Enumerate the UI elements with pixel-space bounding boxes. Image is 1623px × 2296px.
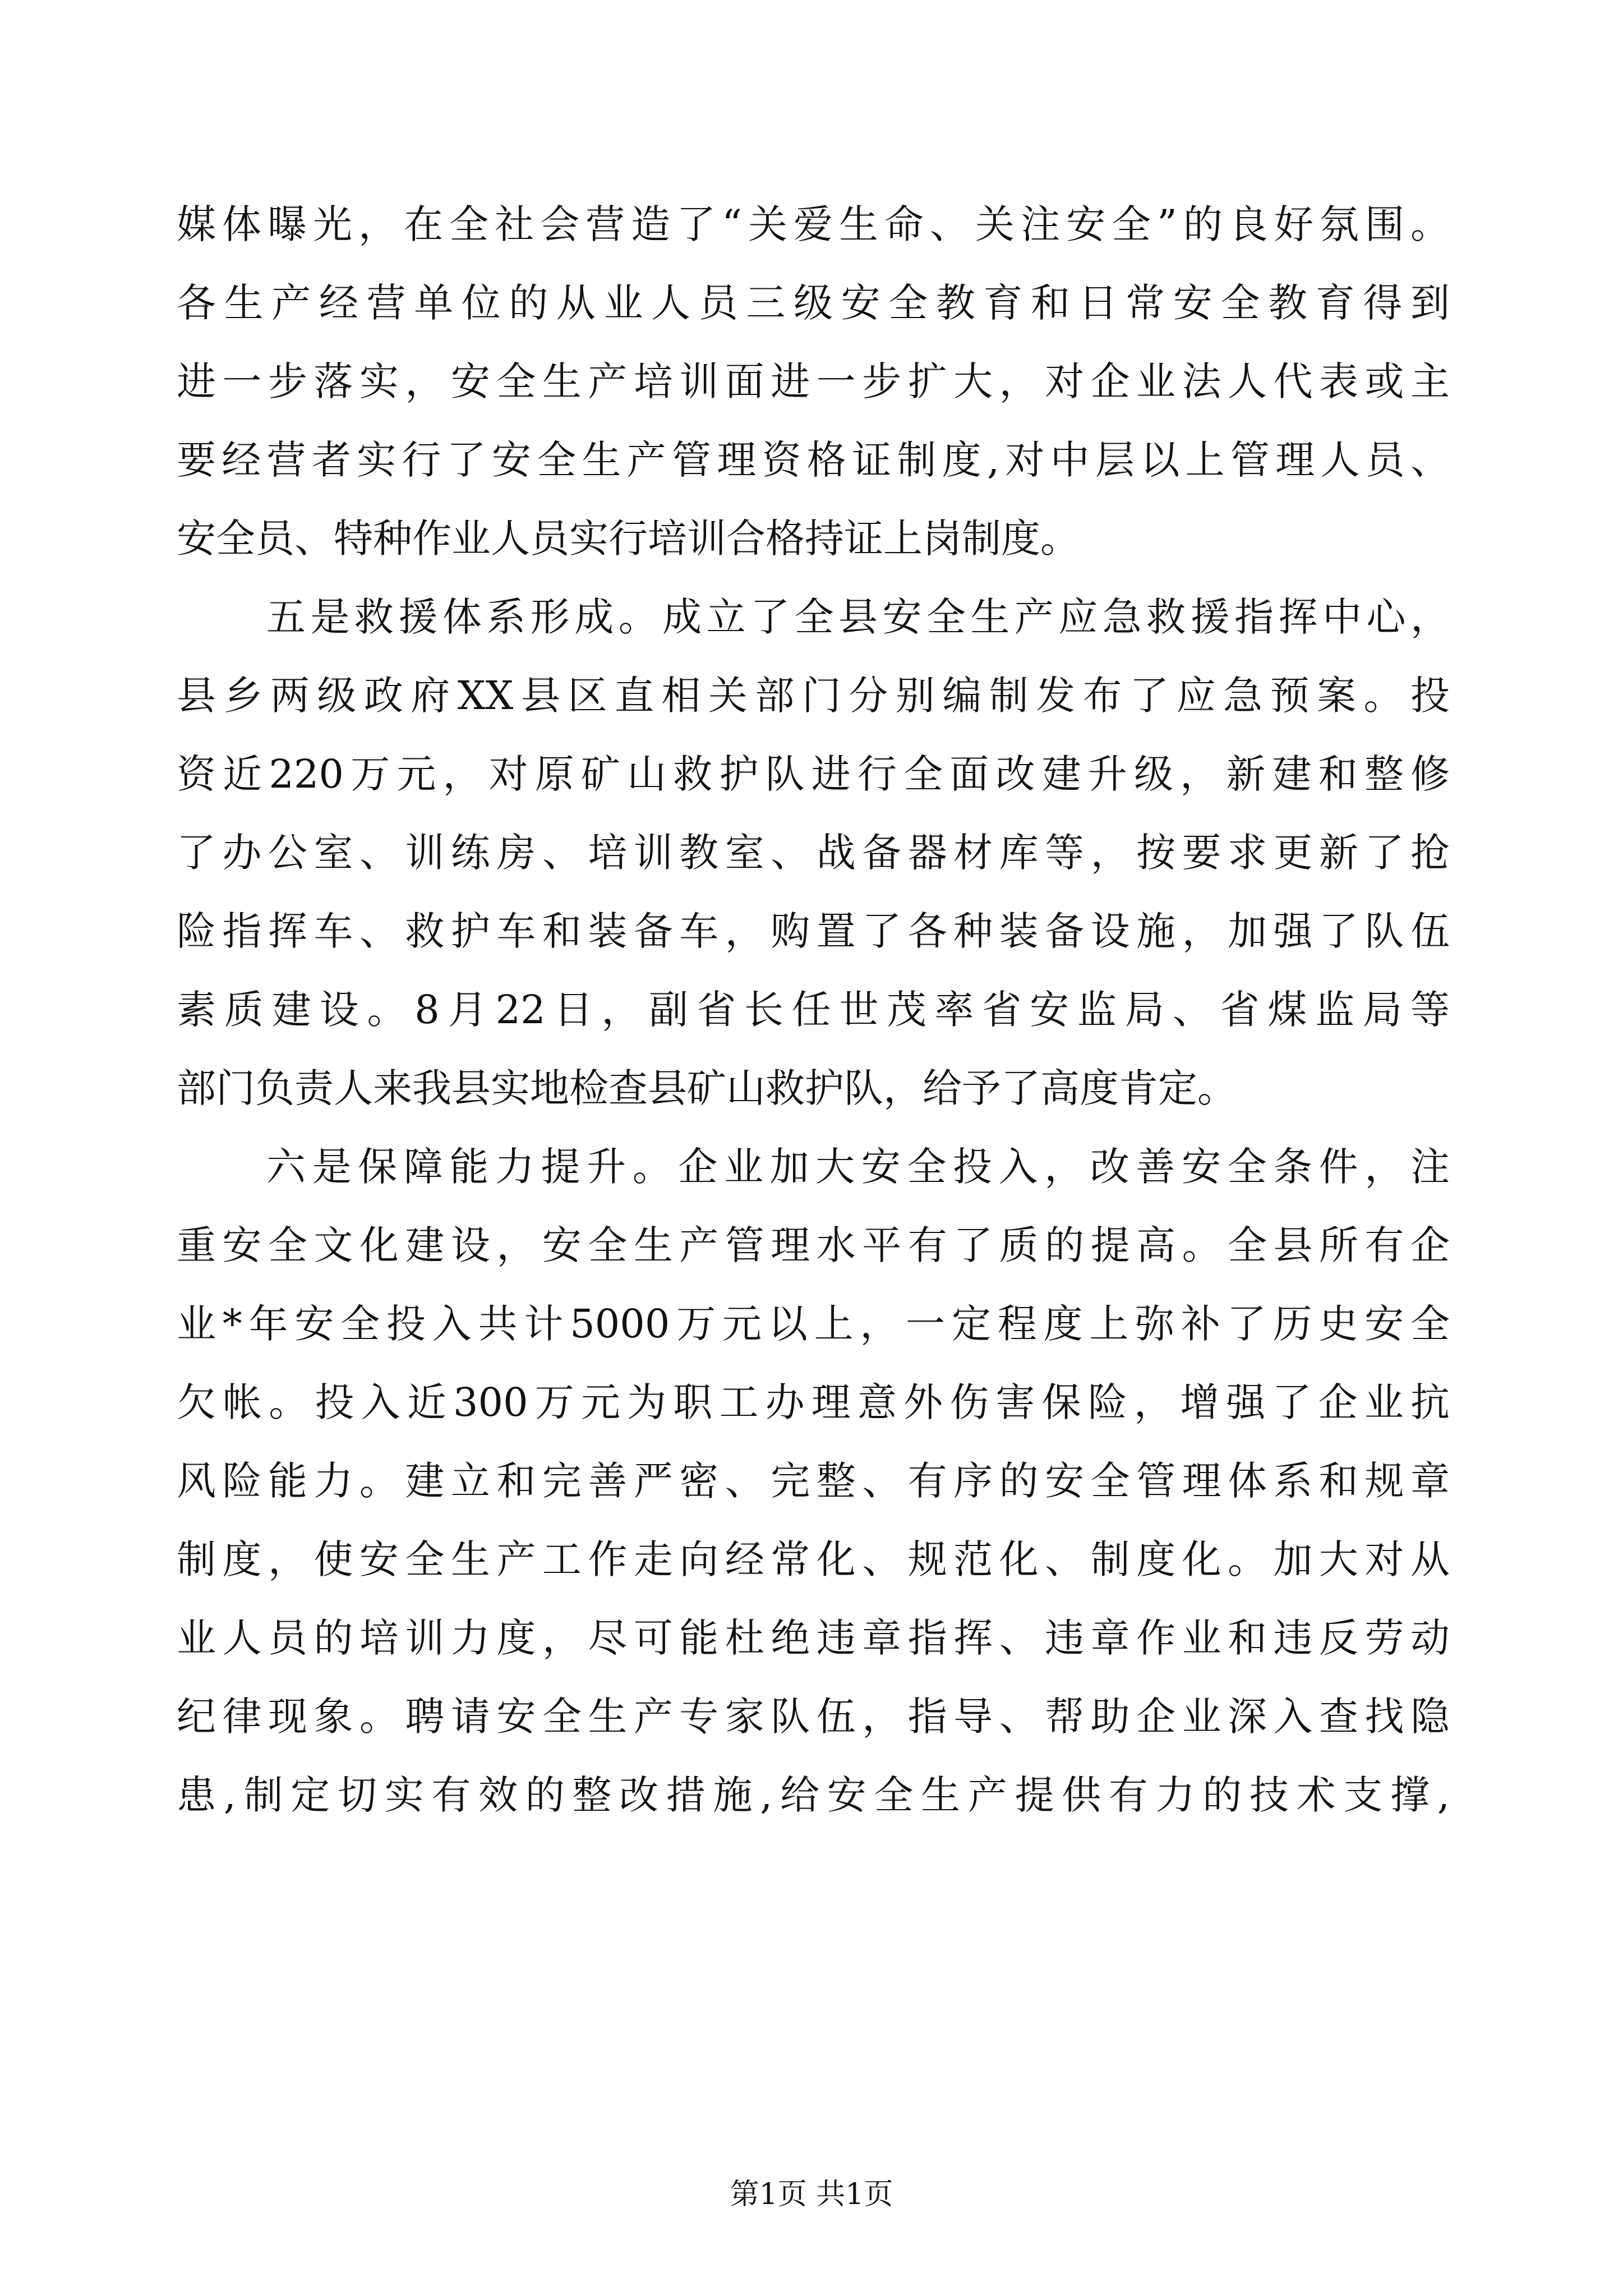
- text-line: 业*年安全投入共计5000万元以上，一定程度上弥补了历史安全: [177, 1301, 1450, 1347]
- text-line: 部门负责人来我县实地检查县矿山救护队，给予了高度肯定。: [177, 1065, 1237, 1111]
- paragraph-start-line: 六是保障能力提升。企业加大安全投入，改善安全条件，注: [266, 1144, 1450, 1190]
- text-line: 各生产经营单位的从业人员三级安全教育和日常安全教育得到: [177, 280, 1450, 326]
- text-line: 资近220万元，对原矿山救护队进行全面改建升级，新建和整修: [177, 751, 1450, 797]
- text-line: 险指挥车、救护车和装备车，购置了各种装备设施，加强了队伍: [177, 908, 1450, 954]
- page-number-footer: 第1页 共1页: [730, 2178, 893, 2211]
- text-line: 媒体曝光，在全社会营造了“关爱生命、关注安全”的良好氛围。: [177, 201, 1450, 247]
- text-line: 业人员的培训力度，尽可能杜绝违章指挥、违章作业和违反劳动: [177, 1615, 1450, 1661]
- text-line: 重安全文化建设，安全生产管理水平有了质的提高。全县所有企: [177, 1222, 1450, 1268]
- text-line: 要经营者实行了安全生产管理资格证制度,对中层以上管理人员、: [177, 437, 1450, 483]
- text-line: 了办公室、训练房、培训教室、战备器材库等，按要求更新了抢: [177, 830, 1450, 876]
- text-line: 安全员、特种作业人员实行培训合格持证上岗制度。: [177, 516, 1080, 562]
- text-line: 县乡两级政府XX县区直相关部门分别编制发布了应急预案。投: [177, 673, 1450, 719]
- text-line: 欠帐。投入近300万元为职工办理意外伤害保险，增强了企业抗: [177, 1379, 1450, 1425]
- text-line: 纪律现象。聘请安全生产专家队伍，指导、帮助企业深入查找隐: [177, 1694, 1450, 1740]
- text-line: 风险能力。建立和完善严密、完整、有序的安全管理体系和规章: [177, 1458, 1450, 1504]
- paragraph-start-line: 五是救援体系形成。成立了全县安全生产应急救援指挥中心，: [266, 594, 1450, 640]
- text-line: 进一步落实，安全生产培训面进一步扩大，对企业法人代表或主: [177, 358, 1450, 404]
- text-line: 患,制定切实有效的整改措施,给安全生产提供有力的技术支撑,: [177, 1772, 1450, 1818]
- text-line: 制度，使安全生产工作走向经常化、规范化、制度化。加大对从: [177, 1536, 1450, 1582]
- text-line: 素质建设。8月22日，副省长任世茂率省安监局、省煤监局等: [177, 987, 1450, 1033]
